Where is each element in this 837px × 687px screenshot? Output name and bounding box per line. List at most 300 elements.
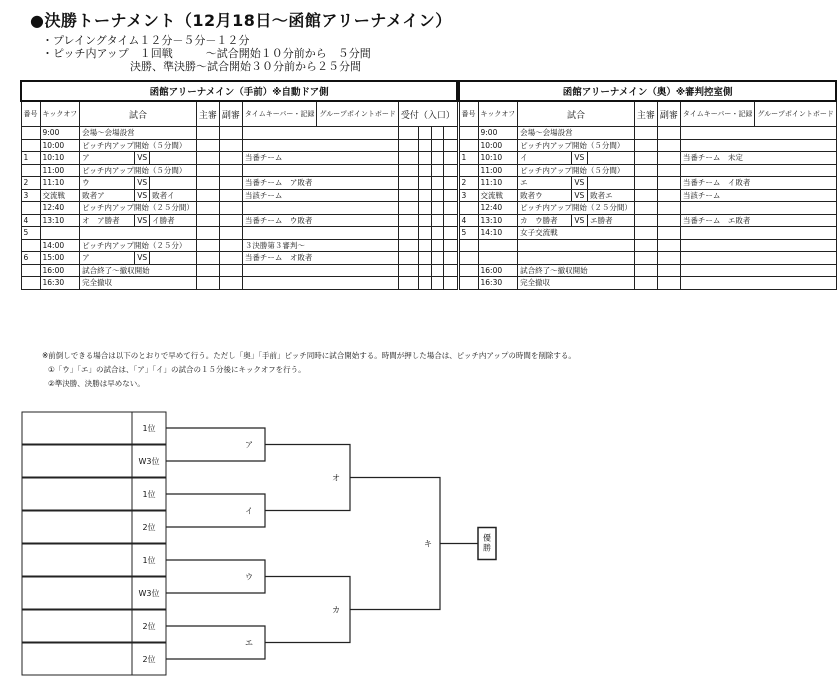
- row-assistant-empty: [219, 277, 242, 290]
- row-reception-cell: [444, 177, 457, 190]
- row-assistant-empty: [219, 202, 242, 215]
- row-vs: VS: [571, 177, 588, 190]
- final-label: キ: [424, 539, 432, 549]
- table-row: [459, 127, 836, 140]
- row-assistant-empty: [219, 127, 242, 140]
- row-reception-cell: [431, 189, 444, 202]
- row-kickoff: 交流戦: [40, 189, 80, 202]
- row-number: 3: [459, 189, 478, 202]
- row-kickoff: 14:10: [478, 227, 518, 240]
- row-vs: VS: [135, 214, 150, 227]
- row-duty: 当該チーム: [242, 189, 398, 202]
- table-row: [21, 252, 457, 265]
- row-number: [459, 252, 478, 265]
- table-row: [459, 202, 836, 215]
- row-duty: [680, 264, 836, 277]
- row-duty: [680, 239, 836, 252]
- row-team-a: 敗者ウ: [518, 189, 571, 202]
- row-referee-empty: [634, 177, 657, 190]
- row-assistant-empty: [657, 177, 680, 190]
- row-duty: [680, 139, 836, 152]
- row-assistant-empty: [657, 214, 680, 227]
- row-duty: [680, 202, 836, 215]
- row-reception-cell: [444, 152, 457, 165]
- row-number: [459, 277, 478, 290]
- row-reception-cell: [398, 164, 419, 177]
- row-number: 2: [21, 177, 40, 190]
- row-reception-cell: [431, 127, 444, 140]
- team-slot-box: [22, 445, 132, 477]
- row-event: ピッチ内アップ開始（５分間）: [518, 164, 635, 177]
- row-event: ピッチ内アップ開始（２５分間）: [518, 202, 635, 215]
- row-assistant-empty: [219, 264, 242, 277]
- table-row: [459, 252, 836, 265]
- row-reception-cell: [431, 264, 444, 277]
- row-referee-empty: [634, 239, 657, 252]
- row-reception-cell: [419, 252, 432, 265]
- row-referee-empty: [196, 177, 219, 190]
- seed-label: W3位: [138, 457, 160, 466]
- row-referee-empty: [196, 139, 219, 152]
- row-reception-cell: [398, 264, 419, 277]
- row-assistant-empty: [219, 227, 242, 240]
- row-assistant-empty: [657, 189, 680, 202]
- row-event: 完全撤収: [518, 277, 635, 290]
- row-duty: [242, 202, 398, 215]
- row-event: 会場～会場設営: [518, 127, 635, 140]
- table-row: [21, 177, 457, 190]
- row-assistant-empty: [657, 152, 680, 165]
- col-referee: 主審: [196, 101, 219, 127]
- row-referee-empty: [634, 139, 657, 152]
- team-slot-box: [22, 643, 132, 675]
- row-reception-cell: [398, 139, 419, 152]
- row-assistant-empty: [657, 139, 680, 152]
- seed-label: 1位: [142, 424, 156, 433]
- row-vs: VS: [571, 189, 588, 202]
- schedule-table-back: [458, 80, 837, 290]
- table-row: [21, 214, 457, 227]
- row-reception-cell: [444, 239, 457, 252]
- row-number: [459, 164, 478, 177]
- row-vs: VS: [135, 189, 150, 202]
- row-reception-cell: [398, 239, 419, 252]
- row-event: ピッチ内アップ開始（５分間）: [518, 139, 635, 152]
- row-event: ピッチ内アップ開始（５分間）: [80, 139, 197, 152]
- row-duty: [680, 164, 836, 177]
- row-number: [459, 139, 478, 152]
- row-duty: [242, 164, 398, 177]
- table-header-back: 函館アリーナメイン（奥）※審判控室側: [459, 81, 836, 101]
- row-assistant-empty: [219, 139, 242, 152]
- row-referee-empty: [196, 189, 219, 202]
- row-reception-cell: [431, 139, 444, 152]
- row-reception-cell: [444, 277, 457, 290]
- row-referee-empty: [196, 152, 219, 165]
- row-referee-empty: [196, 252, 219, 265]
- row-duty: [242, 227, 398, 240]
- row-kickoff: 11:00: [478, 164, 518, 177]
- semifinal-label: カ: [332, 605, 340, 615]
- row-duty: [242, 127, 398, 140]
- row-team-a: エ: [518, 177, 571, 190]
- col-timekeeper: タイムキーパー・記録: [680, 101, 755, 127]
- row-duty: 当番チーム: [242, 152, 398, 165]
- table-row: [459, 264, 836, 277]
- row-number: 1: [21, 152, 40, 165]
- footnote-1: ①「ウ」「エ」の試合は、「ア」「イ」の試合の１５分後にキックオフを行う。: [48, 365, 306, 374]
- col-kickoff: キックオフ: [40, 101, 80, 127]
- row-number: 5: [21, 227, 40, 240]
- warmup-note: ・ピッチ内アップ １回戦 ～試合開始１０分前から ５分間: [42, 47, 371, 60]
- row-referee-empty: [196, 239, 219, 252]
- row-reception-cell: [431, 277, 444, 290]
- row-referee-empty: [196, 164, 219, 177]
- row-event: 完全撤収: [80, 277, 197, 290]
- row-duty: 当番チーム ア敗者: [242, 177, 398, 190]
- row-team-b: [150, 152, 197, 165]
- row-referee-empty: [196, 277, 219, 290]
- warmup-final-note: 決勝、準決勝～試合開始３０分前から２５分間: [42, 60, 361, 73]
- row-assistant-empty: [657, 227, 680, 240]
- row-team-b: 敗者エ: [588, 189, 635, 202]
- row-number: [21, 264, 40, 277]
- row-reception-cell: [431, 177, 444, 190]
- table-row: [459, 214, 836, 227]
- row-reception-cell: [444, 264, 457, 277]
- table-row: [459, 277, 836, 290]
- row-reception-cell: [398, 189, 419, 202]
- row-reception-cell: [398, 177, 419, 190]
- row-team-a: イ: [518, 152, 571, 165]
- row-reception-cell: [431, 164, 444, 177]
- row-referee-empty: [634, 189, 657, 202]
- row-number: 6: [21, 252, 40, 265]
- row-reception-cell: [444, 214, 457, 227]
- row-reception-cell: [431, 239, 444, 252]
- row-kickoff: 9:00: [40, 127, 80, 140]
- row-vs: VS: [571, 152, 588, 165]
- team-slot-box: [22, 412, 132, 444]
- col-no: 番号: [459, 101, 478, 127]
- row-reception-cell: [419, 202, 432, 215]
- row-kickoff: [478, 252, 518, 265]
- row-duty: 当該チーム: [680, 189, 836, 202]
- team-slot-box: [22, 544, 132, 576]
- row-kickoff: 16:30: [40, 277, 80, 290]
- row-referee-empty: [634, 277, 657, 290]
- champion-label: 優勝: [483, 533, 491, 553]
- table-header-front: 函館アリーナメイン（手前）※自動ドア側: [21, 81, 457, 101]
- row-number: [21, 239, 40, 252]
- footnote-2: ②準決勝、決勝は早めない。: [48, 379, 145, 388]
- row-duty: 当番チーム ウ敗者: [242, 214, 398, 227]
- table-row: [21, 189, 457, 202]
- row-assistant-empty: [657, 239, 680, 252]
- row-referee-empty: [634, 202, 657, 215]
- row-event: 女子交流戦: [518, 227, 635, 240]
- table-row: [459, 239, 836, 252]
- row-team-a: オ ア勝者: [80, 214, 135, 227]
- col-assistant: 副審: [657, 101, 680, 127]
- row-team-b: 敗者イ: [150, 189, 197, 202]
- row-duty: [680, 227, 836, 240]
- row-number: [21, 202, 40, 215]
- row-reception-cell: [444, 252, 457, 265]
- row-assistant-empty: [657, 164, 680, 177]
- row-reception-cell: [398, 202, 419, 215]
- row-reception-cell: [431, 252, 444, 265]
- row-reception-cell: [398, 152, 419, 165]
- table-row: [459, 152, 836, 165]
- row-reception-cell: [419, 177, 432, 190]
- row-reception-cell: [419, 264, 432, 277]
- row-duty: 当番チーム オ敗者: [242, 252, 398, 265]
- row-team-b: [150, 177, 197, 190]
- col-board: グループポイントボード: [317, 101, 398, 127]
- row-event: [80, 227, 197, 240]
- round1-label: ウ: [245, 572, 253, 582]
- row-vs: VS: [135, 252, 150, 265]
- round1-label: エ: [245, 638, 253, 648]
- row-duty: 当番チーム イ敗者: [680, 177, 836, 190]
- row-referee-empty: [634, 252, 657, 265]
- row-event: 試合終了～撤収開始: [518, 264, 635, 277]
- row-reception-cell: [431, 214, 444, 227]
- row-event: [518, 252, 635, 265]
- row-reception-cell: [419, 189, 432, 202]
- row-event: [518, 239, 635, 252]
- table-row: [21, 239, 457, 252]
- row-referee-empty: [196, 227, 219, 240]
- row-assistant-empty: [219, 239, 242, 252]
- row-assistant-empty: [657, 277, 680, 290]
- semifinal-label: オ: [332, 473, 340, 483]
- row-number: [21, 277, 40, 290]
- row-referee-empty: [634, 214, 657, 227]
- row-number: [459, 264, 478, 277]
- row-vs: VS: [135, 152, 150, 165]
- row-reception-cell: [444, 164, 457, 177]
- row-reception-cell: [444, 202, 457, 215]
- footnote-main: ※前倒しできる場合は以下のとおりで早めて行う。ただし「奥」「手前」ピッチ同時に試合開始する。時間が押した場合は、ピッチ内アップの時間を削除する。: [42, 351, 576, 360]
- row-number: 2: [459, 177, 478, 190]
- row-kickoff: 交流戦: [478, 189, 518, 202]
- row-number: [459, 239, 478, 252]
- row-assistant-empty: [219, 152, 242, 165]
- tournament-bracket: [0, 400, 800, 687]
- row-number: [21, 164, 40, 177]
- row-assistant-empty: [219, 177, 242, 190]
- row-reception-cell: [431, 202, 444, 215]
- col-referee: 主審: [634, 101, 657, 127]
- row-kickoff: 15:00: [40, 252, 80, 265]
- row-referee-empty: [634, 164, 657, 177]
- col-timekeeper: タイムキーパー・記録: [242, 101, 317, 127]
- row-referee-empty: [196, 202, 219, 215]
- row-duty: [242, 277, 398, 290]
- row-team-a: ア: [80, 252, 135, 265]
- table-row: [21, 127, 457, 140]
- row-number: 3: [21, 189, 40, 202]
- row-kickoff: [40, 227, 80, 240]
- row-assistant-empty: [657, 127, 680, 140]
- col-reception: 受付（入口）: [398, 101, 457, 127]
- round1-label: ア: [245, 440, 253, 450]
- row-vs: VS: [571, 214, 588, 227]
- row-number: [459, 127, 478, 140]
- row-team-b: [588, 177, 635, 190]
- row-referee-empty: [196, 264, 219, 277]
- seed-label: 2位: [142, 655, 156, 664]
- seed-label: 2位: [142, 523, 156, 532]
- row-duty: 当番チーム エ敗者: [680, 214, 836, 227]
- row-team-a: カ ウ勝者: [518, 214, 571, 227]
- row-number: 4: [459, 214, 478, 227]
- row-referee-empty: [634, 152, 657, 165]
- row-duty: ３決勝第３審判～: [242, 239, 398, 252]
- row-kickoff: 12:40: [478, 202, 518, 215]
- table-row: [21, 277, 457, 290]
- seed-label: W3位: [138, 589, 160, 598]
- row-event: ピッチ内アップ開始（５分間）: [80, 164, 197, 177]
- row-reception-cell: [398, 277, 419, 290]
- row-vs: VS: [135, 177, 150, 190]
- table-row: [21, 264, 457, 277]
- row-team-b: [588, 152, 635, 165]
- row-referee-empty: [634, 227, 657, 240]
- row-duty: [242, 264, 398, 277]
- row-number: 4: [21, 214, 40, 227]
- row-reception-cell: [419, 127, 432, 140]
- seed-label: 1位: [142, 490, 156, 499]
- row-reception-cell: [419, 139, 432, 152]
- table-row: [459, 177, 836, 190]
- row-kickoff: 10:10: [478, 152, 518, 165]
- table-row: [459, 227, 836, 240]
- row-number: 5: [459, 227, 478, 240]
- row-referee-empty: [196, 127, 219, 140]
- page-title: ●決勝トーナメント（12月18日～函館アリーナメイン）: [30, 11, 452, 30]
- row-team-a: ア: [80, 152, 135, 165]
- row-number: [21, 127, 40, 140]
- row-kickoff: [478, 239, 518, 252]
- col-kickoff: キックオフ: [478, 101, 518, 127]
- row-kickoff: 16:00: [478, 264, 518, 277]
- row-reception-cell: [398, 214, 419, 227]
- row-kickoff: 11:00: [40, 164, 80, 177]
- team-slot-box: [22, 610, 132, 642]
- col-match: 試合: [518, 101, 635, 127]
- row-kickoff: 10:00: [478, 139, 518, 152]
- row-reception-cell: [419, 277, 432, 290]
- round1-label: イ: [245, 506, 253, 516]
- row-number: 1: [459, 152, 478, 165]
- row-number: [21, 139, 40, 152]
- table-row: [21, 227, 457, 240]
- row-reception-cell: [398, 252, 419, 265]
- team-slot-box: [22, 511, 132, 543]
- table-row: [21, 164, 457, 177]
- row-event: 試合終了～撤収開始: [80, 264, 197, 277]
- row-reception-cell: [431, 152, 444, 165]
- row-reception-cell: [398, 127, 419, 140]
- row-kickoff: 13:10: [478, 214, 518, 227]
- row-duty: [680, 127, 836, 140]
- playing-time-note: ・プレイングタイム１２分－５分－１２分: [42, 34, 250, 47]
- row-kickoff: 10:00: [40, 139, 80, 152]
- row-kickoff: 9:00: [478, 127, 518, 140]
- row-event: ピッチ内アップ開始（２５分間）: [80, 202, 197, 215]
- row-reception-cell: [419, 227, 432, 240]
- row-team-a: 敗者ア: [80, 189, 135, 202]
- seed-label: 2位: [142, 622, 156, 631]
- row-assistant-empty: [657, 252, 680, 265]
- row-event: ピッチ内アップ開始（２５分）: [80, 239, 197, 252]
- row-reception-cell: [419, 152, 432, 165]
- row-duty: 当番チーム 未定: [680, 152, 836, 165]
- row-assistant-empty: [219, 164, 242, 177]
- row-assistant-empty: [219, 214, 242, 227]
- row-referee-empty: [196, 214, 219, 227]
- row-reception-cell: [444, 127, 457, 140]
- schedule-table-front: [20, 80, 458, 290]
- row-kickoff: 11:10: [40, 177, 80, 190]
- row-reception-cell: [431, 227, 444, 240]
- row-duty: [680, 277, 836, 290]
- row-assistant-empty: [219, 252, 242, 265]
- row-duty: [680, 252, 836, 265]
- row-team-b: [150, 252, 197, 265]
- row-kickoff: 16:30: [478, 277, 518, 290]
- row-reception-cell: [419, 214, 432, 227]
- table-row: [459, 164, 836, 177]
- team-slot-box: [22, 577, 132, 609]
- row-team-a: ウ: [80, 177, 135, 190]
- col-no: 番号: [21, 101, 40, 127]
- row-reception-cell: [444, 189, 457, 202]
- row-kickoff: 13:10: [40, 214, 80, 227]
- row-reception-cell: [398, 227, 419, 240]
- seed-label: 1位: [142, 556, 156, 565]
- row-event: 会場～会場設営: [80, 127, 197, 140]
- row-referee-empty: [634, 127, 657, 140]
- col-match: 試合: [80, 101, 197, 127]
- team-slot-box: [22, 478, 132, 510]
- row-reception-cell: [444, 227, 457, 240]
- row-kickoff: 10:10: [40, 152, 80, 165]
- row-reception-cell: [419, 239, 432, 252]
- row-duty: [242, 139, 398, 152]
- row-kickoff: 14:00: [40, 239, 80, 252]
- table-row: [459, 139, 836, 152]
- row-team-b: イ勝者: [150, 214, 197, 227]
- row-assistant-empty: [657, 202, 680, 215]
- row-referee-empty: [634, 264, 657, 277]
- table-row: [459, 189, 836, 202]
- row-team-b: エ勝者: [588, 214, 635, 227]
- col-assistant: 副審: [219, 101, 242, 127]
- row-kickoff: 11:10: [478, 177, 518, 190]
- col-board: グループポイントボード: [755, 101, 836, 127]
- row-reception-cell: [419, 164, 432, 177]
- row-number: [459, 202, 478, 215]
- row-assistant-empty: [219, 189, 242, 202]
- row-assistant-empty: [657, 264, 680, 277]
- row-reception-cell: [444, 139, 457, 152]
- table-row: [21, 152, 457, 165]
- row-kickoff: 12:40: [40, 202, 80, 215]
